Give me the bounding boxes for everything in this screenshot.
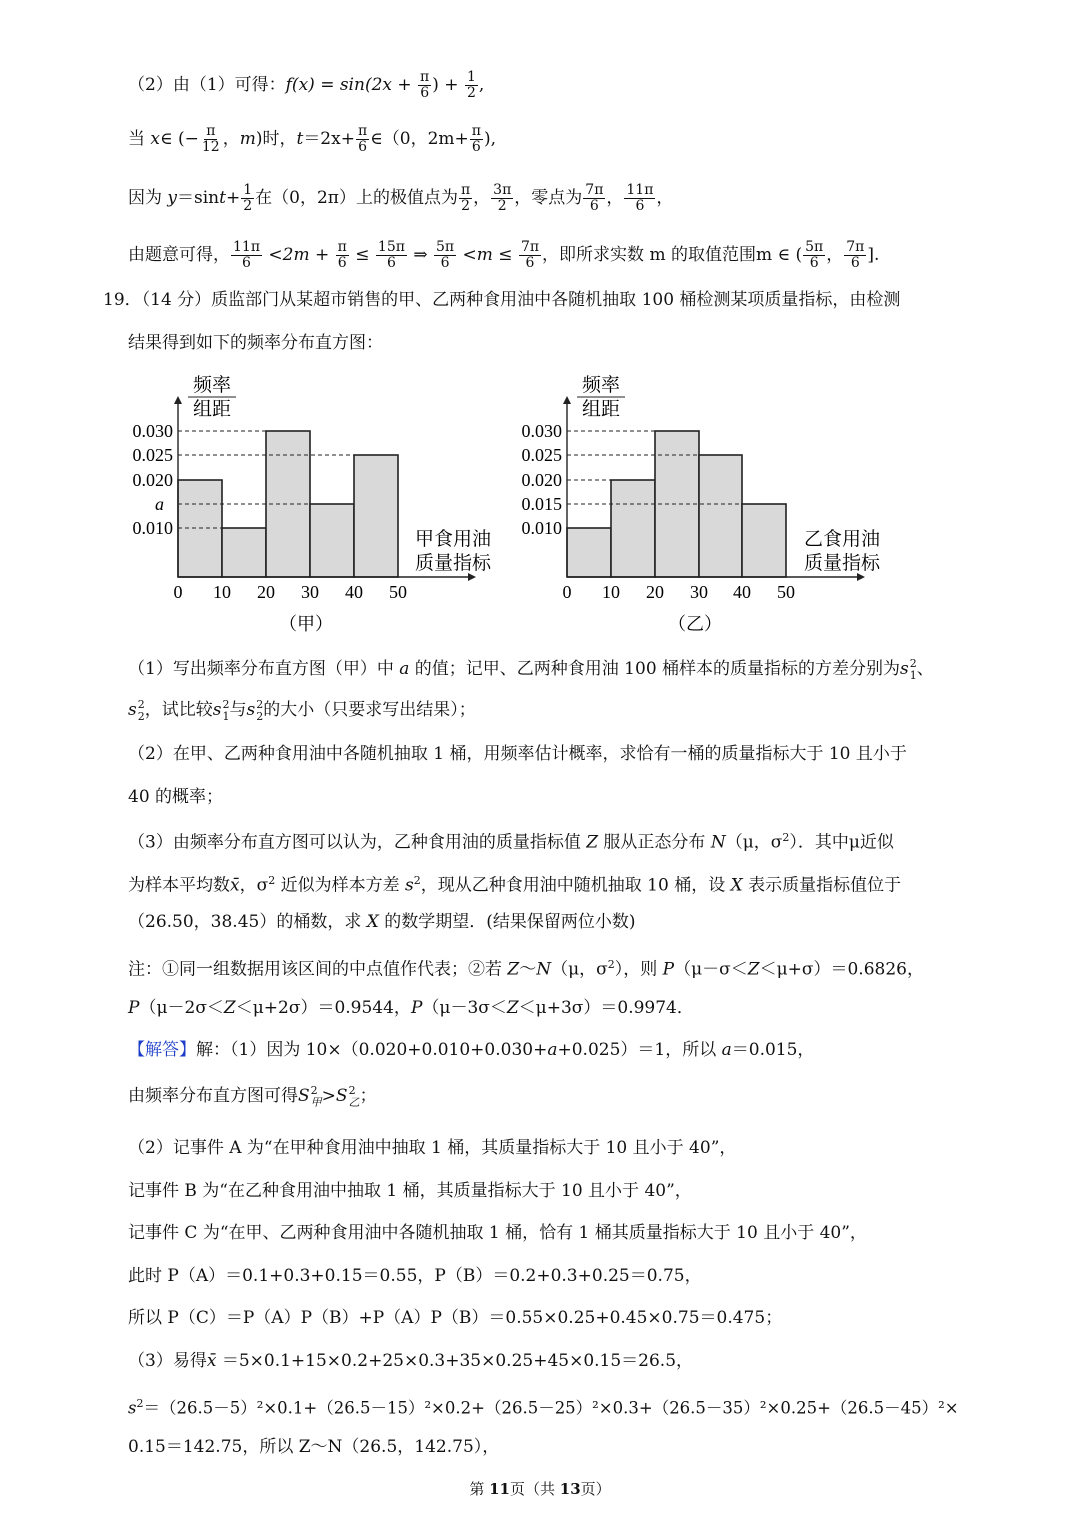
- bars: [567, 431, 786, 577]
- svg-text:0: 0: [562, 582, 572, 602]
- solution-line10: 0.15＝142.75，所以 Z～N（26.5，142.75），: [128, 1437, 500, 1457]
- svg-text:50: 50: [389, 582, 407, 602]
- q19-part3-line2: 为样本平均数x̄，$\sigma^2$ 近似为样本方差 $s^2$，现从乙种食用油中随机抽取 10 桶，设 X 表示质量指标值位于: [128, 874, 902, 896]
- svg-text:0.010: 0.010: [132, 518, 173, 538]
- solution-line7: 所以 P（C）＝P（A）P（B）+P（A）P（B）＝0.55×0.25+0.45×0.75＝0.475；: [128, 1308, 783, 1328]
- page-total: 13: [559, 1480, 581, 1498]
- solution-tag: 【解答】: [128, 1040, 196, 1060]
- y-tick-labels: [133, 421, 174, 538]
- svg-text:20: 20: [257, 582, 275, 602]
- page-footer: 第 11页（共 13页）: [469, 1480, 611, 1498]
- fraction: $\frac{7\pi}{6}$: [846, 239, 865, 271]
- histogram-jia: [115, 365, 505, 640]
- fraction: $\frac{7\pi}{6}$: [520, 239, 540, 271]
- y-tick-labels: [522, 421, 563, 538]
- x-axis-label-line1: 甲食用油: [414, 529, 492, 550]
- solution-line5: 记事件 C 为“在甲、乙两种食用油中各随机抽取 1 桶，恰有 1 桶其质量指标大于 10 且小于 40”，: [128, 1223, 867, 1243]
- histogram-yi: [505, 365, 895, 640]
- fraction: $\frac{\pi}{6}$: [420, 69, 430, 101]
- fraction: $\frac{11\pi}{6}$: [626, 182, 654, 214]
- prev-solution-line-2: 当 x∈ (− $\frac{\pi}{12}$ ，m)时，t＝2x+ $\frac{\pi}{6}$ ∈（0，2m+ $\frac{\pi}{6}$ ),: [128, 123, 497, 155]
- q19-part3-line1: （3）由频率分布直方图可以认为，乙种食用油的质量指标值 Z 服从正态分布 N（μ，$\sigma^2$）．其中μ近似: [128, 831, 894, 853]
- y-axis-label-top: 频率: [581, 375, 621, 396]
- q19-part1-line1: （1）写出频率分布直方图（甲）中 a 的值；记甲、乙两种食用油 100 桶样本的质量指标的方差分别为s 2 1 、: [128, 656, 934, 682]
- text: （2）由（1）可得：: [128, 75, 286, 95]
- svg-text:10: 10: [213, 582, 231, 602]
- svg-text:0: 0: [173, 582, 183, 602]
- q19-stem-line-1: 19．（14 分）质监部门从某超市销售的甲、乙两种食用油中各随机抽取 100 桶检测某项质量指标，由检测: [103, 290, 901, 310]
- fraction: $\frac{5\pi}{6}$: [436, 239, 455, 271]
- svg-text:30: 30: [690, 582, 708, 602]
- svg-text:0.025: 0.025: [132, 445, 173, 465]
- fraction: $\frac{7\pi}{6}$: [585, 182, 604, 214]
- svg-text:40: 40: [733, 582, 751, 602]
- fraction: $\frac{\pi}{6}$: [357, 123, 368, 155]
- page-number: 11: [489, 1480, 510, 1498]
- svg-text:50: 50: [777, 582, 795, 602]
- y-axis-label-bottom: 组距: [581, 399, 621, 420]
- bar-30-40: [310, 504, 354, 577]
- y-axis-label-bottom: 组距: [192, 399, 232, 420]
- fraction: $\frac{5\pi}{6}$: [805, 239, 824, 271]
- fraction: $\frac{\pi}{6}$: [337, 239, 347, 271]
- fraction: $\frac{3\pi}{2}$: [493, 182, 512, 214]
- bar-10-20: [222, 528, 266, 577]
- solution-line2: 由频率分布直方图可得S 2 甲 >S 2 乙 ；: [128, 1083, 377, 1109]
- x-axis-label-line2: 质量指标: [803, 553, 881, 574]
- q19-part3-line3: （26.50，38.45）的桶数，求 X 的数学期望．(结果保留两位小数): [128, 912, 636, 932]
- prev-solution-line-4: 由题意可得， $\frac{11\pi}{6}$ <2m + $\frac{\pi}{6}$ ≤ $\frac{15\pi}{6}$ ⇒ $\frac{5\pi}{6}$ <m ≤ $\frac{7\pi}{6}$ ，即所求实数 m 的取值范围m ∈ ( $\frac{5\pi}{6}$ ， $\frac{7\pi}{6}$ ].: [128, 239, 880, 271]
- solution-line1: 【解答】解：（1）因为 10×（0.020+0.010+0.030+a+0.025）＝1，所以 a＝0.015，: [128, 1040, 815, 1060]
- q19-note-line1: 注：①同一组数据用该区间的中点值作代表；②若 Z～N（μ，$\sigma^2$），则 P（μ－σ＜Z＜μ+σ）＝0.6826，: [128, 958, 924, 980]
- x-axis-arrow-icon: [857, 573, 865, 581]
- chart-caption: （乙）: [668, 614, 722, 634]
- svg-text:a: a: [155, 494, 164, 514]
- bar-0-10: [567, 528, 611, 577]
- bar-30-40: [699, 455, 742, 577]
- solution-line6: 此时 P（A）＝0.1+0.3+0.15＝0.55，P（B）＝0.2+0.3+0.25＝0.75，: [128, 1266, 702, 1286]
- fraction: $\frac{\pi}{2}$: [460, 182, 471, 214]
- svg-text:0.020: 0.020: [132, 470, 173, 490]
- prev-solution-line-1: （2）由（1）可得：f(x) = sin(2x + $\frac{\pi}{6}$ ) + $\frac{1}{2}$ ,: [128, 69, 485, 101]
- q19-note-line2: P（μ－2σ＜Z＜μ+2σ）＝0.9544，P（μ－3σ＜Z＜μ+3σ）＝0.9974．: [128, 998, 694, 1018]
- x-axis-label-line1: 乙食用油: [803, 529, 881, 550]
- x-axis-label-line2: 质量指标: [414, 553, 492, 574]
- y-axis-label-top: 频率: [192, 375, 232, 396]
- q19-part2-line1: （2）在甲、乙两种食用油中各随机抽取 1 桶，用频率估计概率，求恰有一桶的质量指标大于 10 且小于: [128, 744, 907, 764]
- solution-line8: （3）易得x̄ ＝5×0.1+15×0.2+25×0.3+35×0.25+45×0.15＝26.5，: [128, 1351, 694, 1371]
- svg-text:40: 40: [345, 582, 363, 602]
- q19-part2-line2: 40 的概率；: [128, 787, 224, 807]
- solution-line4: 记事件 B 为“在乙种食用油中抽取 1 桶，其质量指标大于 10 且小于 40”，: [128, 1181, 692, 1201]
- svg-text:20: 20: [646, 582, 664, 602]
- y-axis-arrow-icon: [563, 396, 571, 404]
- svg-text:0.015: 0.015: [521, 494, 562, 514]
- bar-40-50: [354, 455, 398, 577]
- chart-caption: （甲）: [279, 614, 333, 634]
- q19-stem-line-2: 结果得到如下的频率分布直方图：: [128, 333, 383, 353]
- q19-part1-line2: s 2 2 ，试比较s 2 1 与s 2 2 的大小（只要求写出结果）；: [128, 697, 476, 723]
- svg-text:0.030: 0.030: [132, 421, 173, 441]
- svg-text:10: 10: [602, 582, 620, 602]
- fraction: $\frac{11\pi}{6}$: [233, 239, 261, 271]
- fraction: $\frac{\pi}{6}$: [471, 123, 481, 155]
- x-tick-labels: [563, 582, 796, 602]
- svg-text:0.030: 0.030: [521, 421, 562, 441]
- svg-text:0.020: 0.020: [521, 470, 562, 490]
- x-axis-arrow-icon: [468, 573, 476, 581]
- fraction: $\frac{15\pi}{6}$: [377, 239, 405, 271]
- svg-text:30: 30: [301, 582, 319, 602]
- bars: [178, 431, 398, 577]
- x-tick-labels: [174, 582, 408, 602]
- bar-10-20: [611, 480, 655, 577]
- formula: f(x) = sin(2x +: [285, 75, 418, 95]
- prev-solution-line-3: 因为 y＝sint+ $\frac{1}{2}$ 在（0，2π）上的极值点为 $\frac{\pi}{2}$ ， $\frac{3\pi}{2}$ ，零点为 $\frac{7\pi}{6}$ ， $\frac{11\pi}{6}$ ，: [128, 182, 674, 214]
- solution-line9: $s^2=(26.5-5)^2\times 0.1+(26.5-15)^2\times 0.2+(26.5-25)^2\times 0.3+(26.5-35)^2\times 0.25+(26.5-45)^2\times$: [128, 1397, 959, 1418]
- fraction: $\frac{1}{2}$: [243, 182, 253, 214]
- fraction: $\frac{1}{2}$: [466, 69, 476, 101]
- svg-text:0.025: 0.025: [521, 445, 562, 465]
- svg-text:0.010: 0.010: [521, 518, 562, 538]
- y-axis-arrow-icon: [174, 396, 182, 404]
- fraction: $\frac{\pi}{12}$: [201, 123, 220, 155]
- solution-line3: （2）记事件 A 为“在甲种食用油中抽取 1 桶，其质量指标大于 10 且小于 40”，: [128, 1138, 737, 1158]
- bar-40-50: [742, 504, 786, 577]
